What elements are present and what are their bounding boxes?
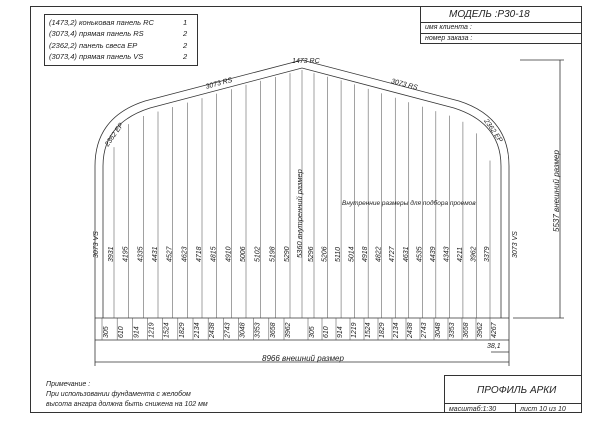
offset-label: 3353: [254, 322, 262, 338]
height-label: 4535: [416, 246, 424, 262]
offset-label: 1524: [163, 322, 171, 338]
sheet-label: лист 10 из 10: [520, 406, 566, 413]
height-label: 4431: [152, 246, 159, 262]
height-label: 4822: [375, 246, 383, 262]
height-label: 5198: [269, 246, 277, 262]
spec-qty: 1: [183, 18, 188, 27]
height-label: 3379: [484, 246, 491, 262]
offset-label: 3353: [449, 322, 456, 338]
drawing-title: ПРОФИЛЬ АРКИ: [477, 385, 557, 396]
spec-qty: 2: [183, 29, 188, 38]
offset-label: 2438: [209, 322, 217, 338]
offset-label: 3962: [477, 322, 484, 338]
offset-label: 305: [309, 326, 316, 338]
panel-label-eave-right: 2362 EP: [482, 118, 504, 145]
height-label: 3962: [470, 246, 478, 262]
height-label: 5110: [335, 246, 343, 262]
height-label: 4527: [166, 246, 174, 262]
offset-label: 610: [118, 326, 126, 338]
height-label: 5296: [308, 246, 315, 262]
height-label: 4335: [137, 246, 145, 262]
panel-label-straight-right: 3073 RS: [390, 78, 419, 92]
offset-label: 3962: [285, 322, 292, 338]
offset-label: 3048: [435, 322, 442, 338]
client-label: имя клиента :: [425, 24, 472, 31]
height-label: 5006: [240, 246, 247, 262]
height-label: 4439: [429, 246, 437, 262]
spec-qty: 2: [183, 41, 188, 50]
inner-dims-note: Внутренние размеры для подбора проемов: [342, 200, 476, 207]
outer-width-label: 8966 внешний размер: [262, 354, 344, 363]
spec-qty: 2: [183, 52, 188, 61]
panel-label-wall-right: 3073 VS: [512, 231, 519, 258]
panel-label-ridge: 1473 RC: [292, 58, 320, 65]
spec-item: (1473,2) коньковая панель RC: [49, 18, 154, 27]
offset-label: 2134: [194, 322, 201, 338]
spec-item: (3073,4) прямая панель RS: [49, 29, 144, 38]
model-label: МОДЕЛЬ :P30-18: [449, 9, 530, 20]
height-label: 4211: [456, 246, 464, 262]
height-label: 4631: [402, 246, 410, 262]
offset-label: 3658: [269, 322, 277, 338]
offset-label: 4267: [491, 322, 498, 338]
order-label: номер заказа :: [425, 35, 473, 42]
height-label: 4623: [181, 246, 189, 262]
height-label: 4918: [362, 246, 370, 262]
offset-label: 914: [133, 326, 141, 338]
panel-label-wall-left: 3073 VS: [93, 231, 100, 258]
outer-height-label: 5537 внешний размер: [552, 150, 561, 232]
offset-label: 1829: [379, 322, 386, 338]
note-line: При использовании фундамента с желобом: [46, 391, 191, 398]
offset-label: 1219: [148, 322, 156, 338]
offset-label: 305: [103, 326, 110, 338]
height-label: 4727: [389, 246, 397, 262]
height-label: 5206: [321, 246, 329, 262]
offset-label: 610: [323, 326, 330, 338]
height-label: 4910: [225, 246, 233, 262]
height-label: 3931: [108, 246, 115, 262]
height-label: 4343: [443, 246, 451, 262]
height-label: 4195: [122, 246, 130, 262]
scale-label: масштаб:1:30: [449, 406, 497, 413]
offset-label: 2438: [407, 322, 414, 338]
offset-label: 2743: [224, 322, 232, 338]
offset-label: 1524: [365, 322, 372, 338]
note-line: высота ангара должна быть снижена на 102 мм: [46, 401, 208, 408]
spec-item: (2362,2) панель свеса EP: [49, 41, 138, 50]
height-label: 4815: [210, 246, 218, 262]
height-label: 4718: [196, 246, 203, 262]
height-label: 5102: [254, 246, 262, 262]
offset-label: 1219: [351, 322, 358, 338]
note-title: Примечание :: [46, 381, 91, 388]
offset-label: 3658: [463, 322, 470, 338]
offset-label: 2743: [421, 322, 428, 338]
panel-label-straight-left: 3073 RS: [205, 76, 234, 91]
offset-label: 1829: [178, 322, 186, 338]
spec-item: (3073,4) прямая панель VS: [49, 52, 144, 61]
panel-label-eave-left: 2362 EP: [104, 121, 126, 149]
height-label: 5014: [348, 246, 356, 262]
height-label: 5290: [284, 246, 291, 262]
offset-label: 3048: [239, 322, 247, 338]
center-height-label: 5360 внутренний размер: [295, 169, 304, 258]
end-offset-label: 38,1: [487, 343, 501, 350]
offset-label: 914: [337, 326, 344, 338]
offset-label: 2134: [393, 322, 400, 338]
